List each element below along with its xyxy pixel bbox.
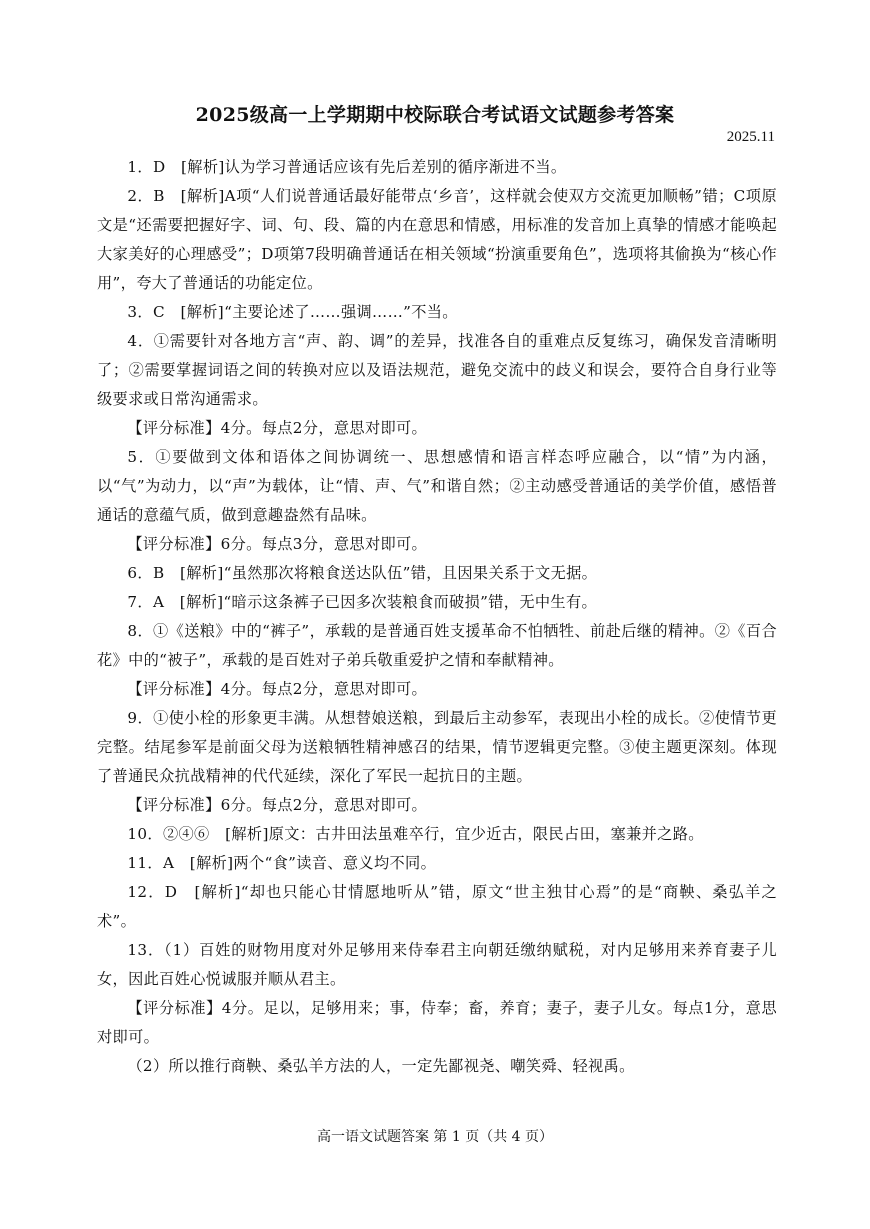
answer-2: 2．B [解析]A项“人们说普通话最好能带点‘乡音’，这样就会使双方交流更加顺畅”错；C项原文是“还需要把握好字、词、句、段、篇的内在意思和情感，用标准的发音加上真挚的情感才能唤起大家美好的心理感受”；D项第7段明确普通话在相关领域“扮演重要角色”，选项将其偷换为“核心作用”，夸大了普通话的功能定位。 (97, 187, 777, 292)
scoring-5: 【评分标准】6分。每点3分，意思对即可。 (127, 535, 428, 553)
answer-4: 4．①需要针对各地方言“声、韵、调”的差异，找准各自的重难点反复练习，确保发音清晰明了；②需要掌握词语之间的转换对应以及语法规范，避免交流中的歧义和误会，要符合自身行业等级要求或日常沟通需求。 (97, 332, 777, 408)
answer-11: 11．A [解析]两个“食”读音、意义均不同。 (127, 854, 437, 872)
answer-10: 10．②④⑥ [解析]原文：古井田法虽难卒行，宜少近古，限民占田，塞兼并之路。 (127, 825, 704, 843)
answer-content (97, 153, 777, 1081)
page-footer: 高一语文试题答案 第 1 页（共 4 页） (316, 1129, 554, 1145)
answer-9: 9．①使小栓的形象更丰满。从想替娘送粮，到最后主动参军，表现出小栓的成长。②使情节更完整。结尾参军是前面父母为送粮牺牲精神感召的结果，情节逻辑更完整。③使主题更深刻。体现了普通民众抗战精神的代代延续，深化了军民一起抗日的主题。 (97, 709, 777, 785)
scoring-13-1: 【评分标准】4分。足以，足够用来；事，侍奉；畜，养育；妻子，妻子儿女。每点1分，意思对即可。 (97, 999, 777, 1046)
document-date: 2025.11 (726, 129, 775, 145)
answer-6: 6．B [解析]“虽然那次将粮食送达队伍”错，且因果关系于文无据。 (127, 564, 598, 582)
answer-1: 1．D [解析]认为学习普通话应该有先后差别的循序渐进不当。 (127, 158, 567, 176)
answer-13-2: （2）所以推行商鞅、桑弘羊方法的人，一定先鄙视尧、嘲笑舜、轻视禹。 (127, 1057, 635, 1075)
scoring-9: 【评分标准】6分。每点2分，意思对即可。 (127, 796, 428, 814)
document-title: 2025级高一上学期期中校际联合考试语文试题参考答案 (195, 104, 675, 126)
answer-13-1: 13．（1）百姓的财物用度对外足够用来侍奉君主向朝廷缴纳赋税，对内足够用来养育妻子儿女，因此百姓心悦诚服并顺从君主。 (97, 941, 777, 988)
answer-12: 12．D [解析]“却也只能心甘情愿地听从”错，原文“世主独甘心焉”的是“商鞅、桑弘羊之术”。 (97, 883, 777, 930)
scoring-4: 【评分标准】4分。每点2分，意思对即可。 (127, 419, 428, 437)
scoring-8: 【评分标准】4分。每点2分，意思对即可。 (127, 680, 428, 698)
answer-8: 8．①《送粮》中的“裤子”，承载的是普通百姓支援革命不怕牺牲、前赴后继的精神。②《百合花》中的“被子”，承载的是百姓对子弟兵敬重爱护之情和奉献精神。 (97, 622, 777, 669)
answer-5: 5．①要做到文体和语体之间协调统一、思想感情和语言样态呼应融合，以“情”为内涵，以“气”为动力，以“声”为载体，让“情、声、气”和谐自然；②主动感受普通话的美学价值，感悟普通话的意蕴气质，做到意趣盎然有品味。 (97, 448, 777, 524)
answer-7: 7．A [解析]“暗示这条裤子已因多次装粮食而破损”错，无中生有。 (127, 593, 598, 611)
answer-3: 3．C [解析]“主要论述了……强调……”不当。 (127, 303, 458, 321)
